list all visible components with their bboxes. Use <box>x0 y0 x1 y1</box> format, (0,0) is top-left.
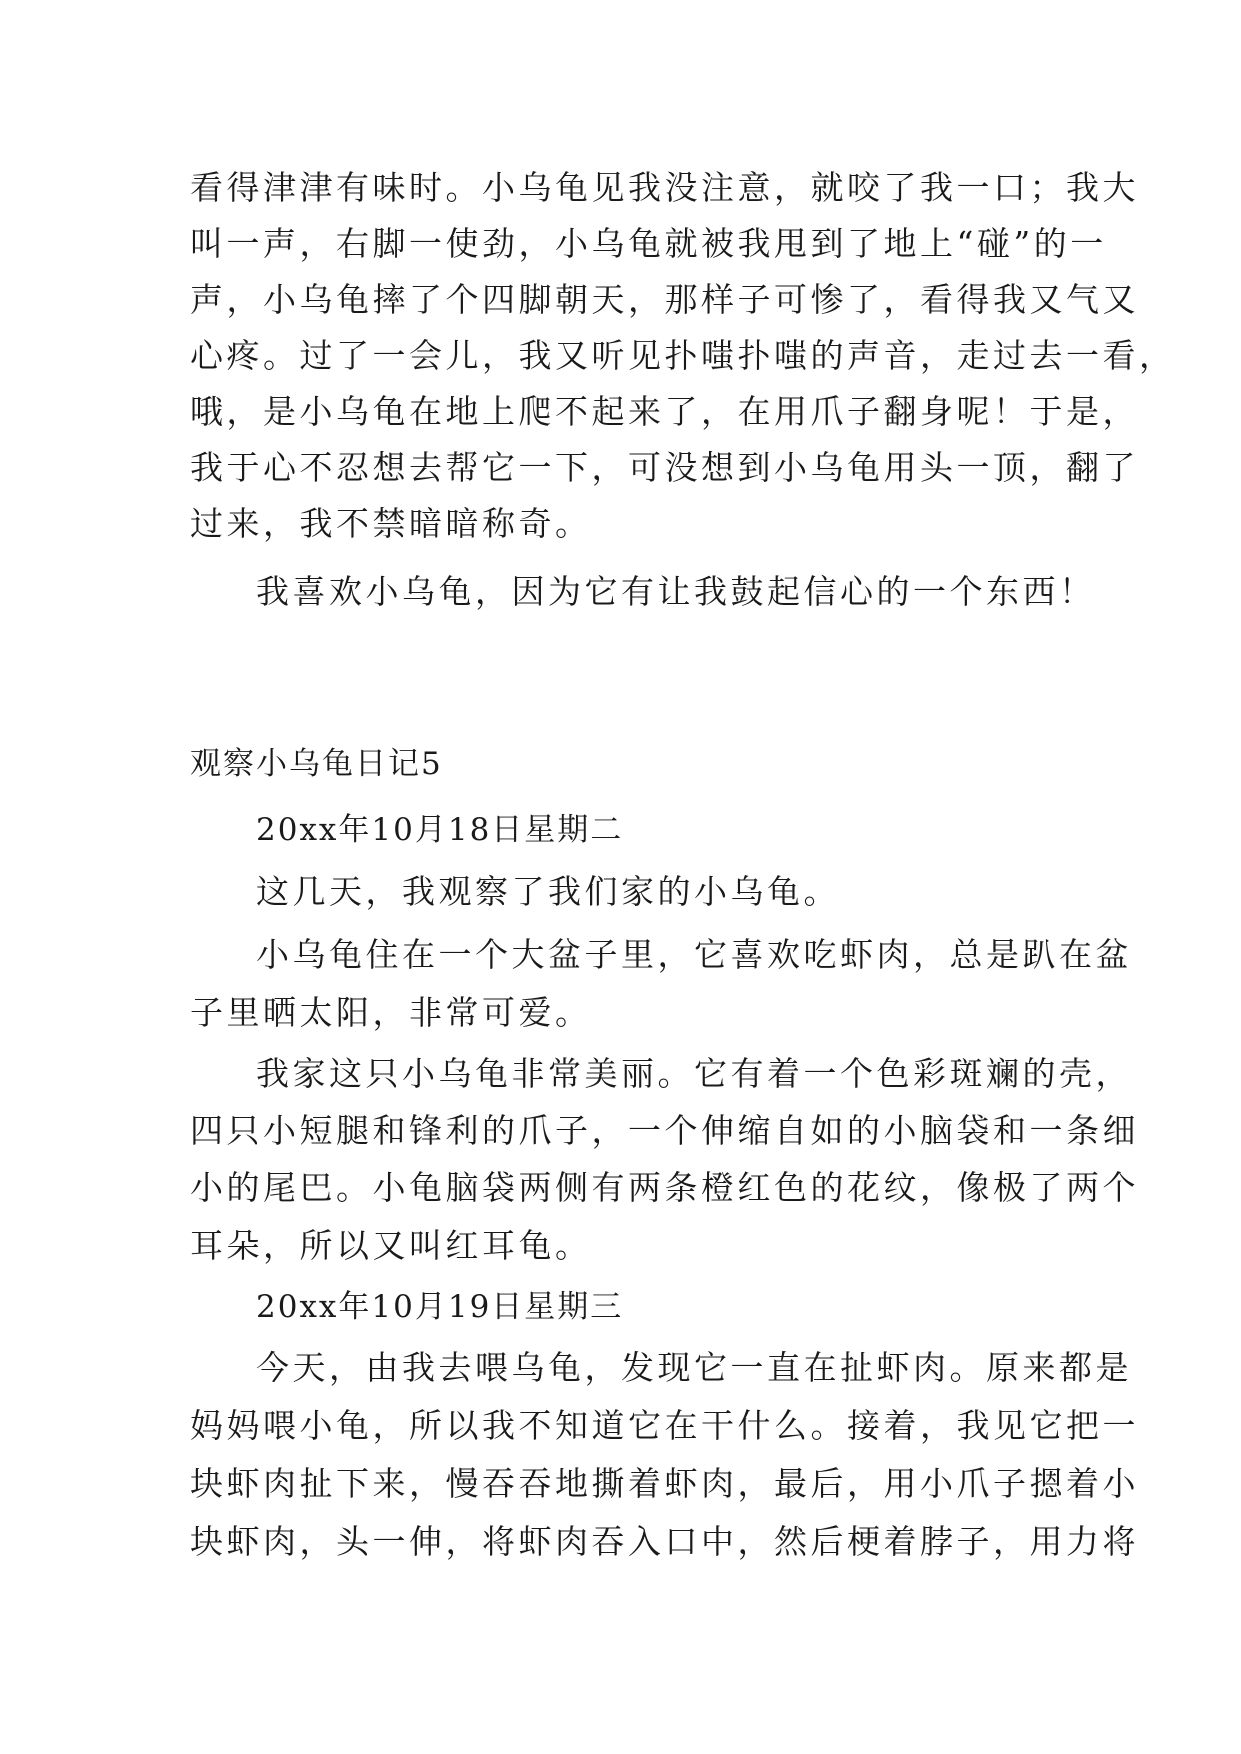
diary-date: 20xx年10月19日星期三 <box>256 1289 624 1325</box>
closing-paragraph: 我喜欢小乌龟，因为它有让我鼓起信心的一个东西！ <box>256 572 1096 611</box>
text-line: 块虾肉扯下来，慢吞吞地撕着虾肉，最后，用小爪子摁着小 <box>190 1464 1139 1503</box>
text-line: 耳朵，所以又叫红耳龟。 <box>190 1226 592 1265</box>
text-line: 看得津津有味时。小乌龟见我没注意，就咬了我一口；我大 <box>190 168 1139 207</box>
paragraph: 我家这只小乌龟非常美丽。它有着一个色彩斑斓的壳， <box>256 1054 1132 1093</box>
text-line: 声，小乌龟摔了个四脚朝天，那样子可惨了，看得我又气又 <box>190 280 1139 319</box>
paragraph: 小乌龟住在一个大盆子里，它喜欢吃虾肉，总是趴在盆 <box>256 935 1132 974</box>
text-line: 小的尾巴。小龟脑袋两侧有两条橙红色的花纹，像极了两个 <box>190 1168 1139 1207</box>
text-line: 叫一声，右脚一使劲，小乌龟就被我甩到了地上“碰”的一 <box>190 224 1107 263</box>
diary-date: 20xx年10月18日星期二 <box>256 812 624 848</box>
text-line: 哦，是小乌龟在地上爬不起来了，在用爪子翻身呢！于是， <box>190 392 1139 431</box>
paragraph: 今天，由我去喂乌龟，发现它一直在扯虾肉。原来都是 <box>256 1348 1132 1387</box>
text-line: 妈妈喂小龟，所以我不知道它在干什么。接着，我见它把一 <box>190 1406 1139 1445</box>
text-line: 块虾肉，头一伸，将虾肉吞入口中，然后梗着脖子，用力将 <box>190 1522 1139 1561</box>
text-line: 过来，我不禁暗暗称奇。 <box>190 504 592 543</box>
text-line: 子里晒太阳，非常可爱。 <box>190 993 592 1032</box>
paragraph: 这几天，我观察了我们家的小乌龟。 <box>256 872 840 911</box>
text-line: 四只小短腿和锋利的爪子，一个伸缩自如的小脑袋和一条细 <box>190 1111 1139 1150</box>
text-line: 我于心不忍想去帮它一下，可没想到小乌龟用头一顶，翻了 <box>190 448 1139 487</box>
text-line: 心疼。过了一会儿，我又听见扑嗤扑嗤的声音，走过去一看， <box>190 336 1176 375</box>
section-heading: 观察小乌龟日记5 <box>190 746 443 782</box>
